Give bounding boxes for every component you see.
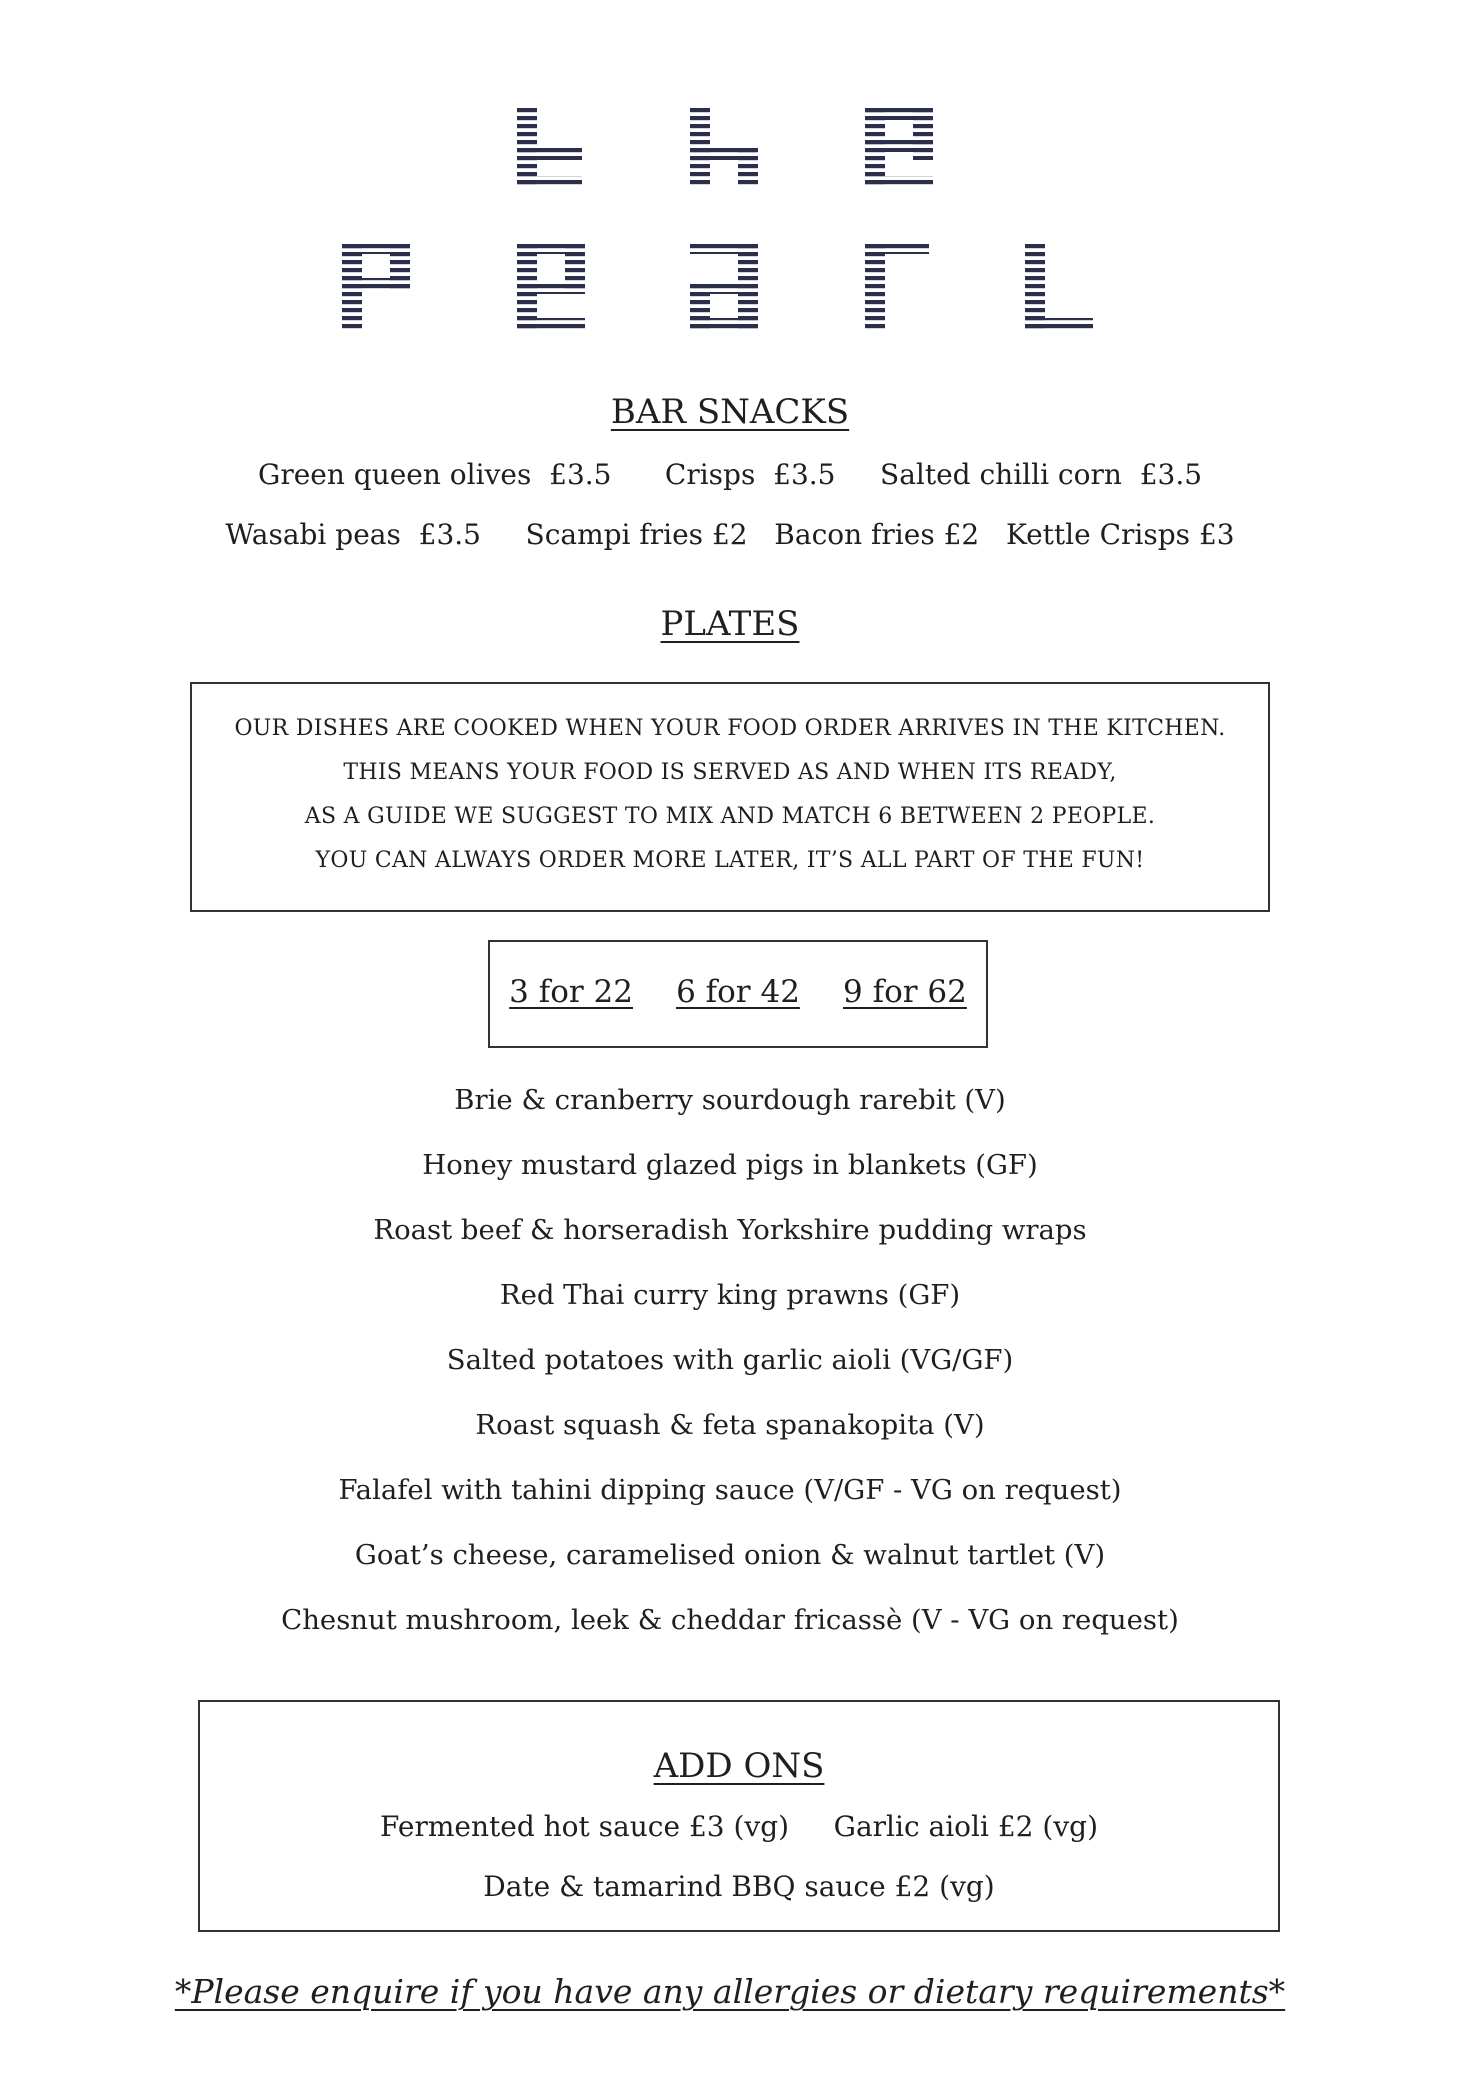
plates-heading: PLATES — [660, 604, 800, 644]
snack-price: £3 — [1198, 518, 1235, 551]
add-on-item: Date & tamarind BBQ sauce — [483, 1870, 886, 1903]
plate-item: Falafel with tahini dipping sauce (V/GF - VG on request) — [338, 1474, 1122, 1506]
add-on-item: Garlic aioli — [833, 1810, 989, 1843]
snack-price: £2 — [711, 518, 748, 551]
plate-item: Roast squash & feta spanakopita (V) — [475, 1409, 985, 1441]
add-on-tag: (vg) — [939, 1870, 995, 1903]
plate-item: Chesnut mushroom, leek & cheddar fricassè (V - VG on request) — [281, 1604, 1179, 1636]
snack-item: Green queen olives — [257, 458, 532, 491]
snack-price: £2 — [943, 518, 980, 551]
notice-line-4: YOU CAN ALWAYS ORDER MORE LATER, IT’S ALL PART OF THE FUN! — [315, 848, 1145, 873]
deal-9-for-62: 9 for 62 — [843, 974, 967, 1010]
bar-snacks-row-2 — [0, 518, 1460, 551]
add-ons-heading: ADD ONS — [653, 1746, 825, 1786]
plate-item: Goat’s cheese, caramelised onion & walnut tartlet (V) — [354, 1539, 1106, 1571]
plates-notice-box — [190, 682, 1270, 912]
snack-item: Bacon fries — [774, 518, 935, 551]
add-on-price: £3 — [688, 1810, 725, 1843]
plate-item: Brie & cranberry sourdough rarebit (V) — [454, 1084, 1006, 1116]
deal-3-for-22: 3 for 22 — [509, 974, 633, 1010]
add-on-item: Fermented hot sauce — [379, 1810, 681, 1843]
snack-price: £3.5 — [773, 458, 836, 491]
snack-item: Salted chilli corn — [880, 458, 1122, 491]
add-ons-box — [198, 1700, 1280, 1932]
add-on-price: £2 — [894, 1870, 931, 1903]
snack-item: Crisps — [664, 458, 756, 491]
add-on-tag: (vg) — [733, 1810, 790, 1843]
notice-line-3: AS A GUIDE WE SUGGEST TO MIX AND MATCH 6 BETWEEN 2 PEOPLE. — [304, 804, 1156, 829]
add-on-tag: (vg) — [1042, 1810, 1098, 1843]
logo-the-pearl — [330, 100, 1130, 340]
add-ons-row-1 — [200, 1810, 1278, 1843]
bar-snacks-heading: BAR SNACKS — [610, 392, 850, 432]
plate-item: Honey mustard glazed pigs in blankets (GF) — [422, 1149, 1038, 1181]
notice-line-1: OUR DISHES ARE COOKED WHEN YOUR FOOD ORDER ARRIVES IN THE KITCHEN. — [234, 716, 1226, 741]
plate-item: Red Thai curry king prawns (GF) — [499, 1279, 961, 1311]
deals-box — [488, 940, 988, 1048]
snack-item: Kettle Crisps — [1005, 518, 1191, 551]
logo-graphic — [330, 100, 1130, 340]
plate-item: Roast beef & horseradish Yorkshire pudding wraps — [373, 1214, 1087, 1246]
add-on-price: £2 — [997, 1810, 1034, 1843]
deal-6-for-42: 6 for 42 — [676, 974, 800, 1010]
allergy-notice: *Please enquire if you have any allergies or dietary requirements* — [174, 1972, 1286, 2011]
snack-price: £3.5 — [1139, 458, 1203, 491]
bar-snacks-row-1 — [0, 458, 1460, 491]
notice-line-2: THIS MEANS YOUR FOOD IS SERVED AS AND WHEN ITS READY, — [343, 760, 1117, 785]
snack-item: Wasabi peas — [225, 518, 401, 551]
snack-price: £3.5 — [418, 518, 481, 551]
plate-item: Salted potatoes with garlic aioli (VG/GF) — [446, 1344, 1014, 1376]
snack-item: Scampi fries — [525, 518, 704, 551]
snack-price: £3.5 — [549, 458, 612, 491]
add-ons-row-2 — [200, 1870, 1278, 1903]
